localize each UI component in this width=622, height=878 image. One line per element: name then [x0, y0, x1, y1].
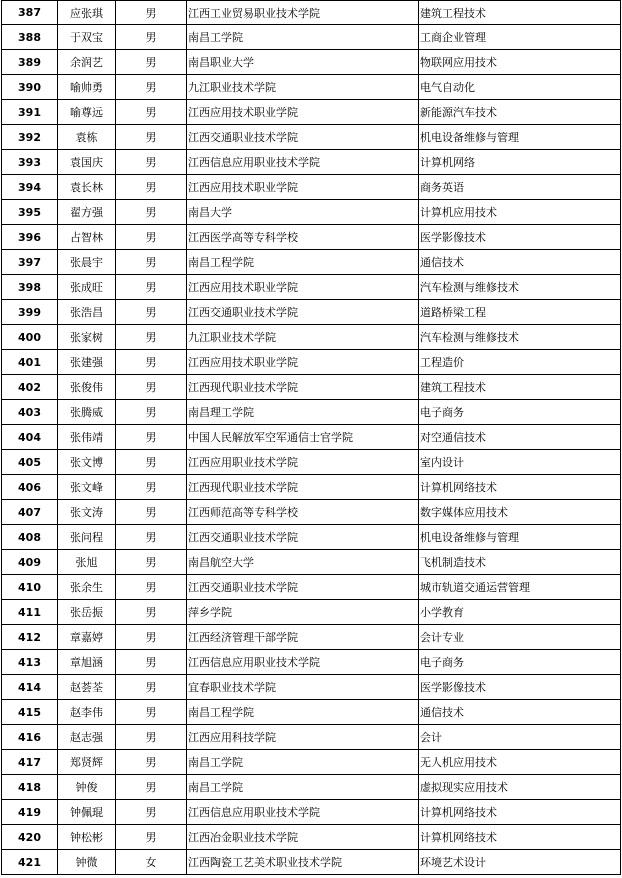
cell-name: 张成旺 — [58, 275, 116, 300]
cell-name: 袁长林 — [58, 175, 116, 200]
cell-number: 409 — [2, 550, 58, 575]
cell-major: 电气自动化 — [419, 75, 621, 100]
cell-major: 通信技术 — [419, 700, 621, 725]
table-row — [2, 600, 621, 625]
cell-number: 391 — [2, 100, 58, 125]
cell-school: 江西应用技术职业学院 — [187, 350, 419, 375]
cell-name: 郑贤辉 — [58, 750, 116, 775]
cell-major: 室内设计 — [419, 450, 621, 475]
cell-number: 406 — [2, 475, 58, 500]
cell-school: 江西交通职业技术学院 — [187, 300, 419, 325]
table-row — [2, 175, 621, 200]
cell-school: 南昌工学院 — [187, 775, 419, 800]
cell-name: 喻帅勇 — [58, 75, 116, 100]
cell-name: 赵荟荃 — [58, 675, 116, 700]
cell-number: 390 — [2, 75, 58, 100]
cell-name: 赵李伟 — [58, 700, 116, 725]
cell-school: 江西应用技术职业学院 — [187, 100, 419, 125]
cell-name: 张伟靖 — [58, 425, 116, 450]
cell-name: 占智林 — [58, 225, 116, 250]
table-row — [2, 275, 621, 300]
cell-sex: 男 — [116, 350, 187, 375]
cell-sex: 男 — [116, 625, 187, 650]
cell-major: 计算机网络技术 — [419, 475, 621, 500]
cell-sex: 男 — [116, 675, 187, 700]
cell-school: 江西工业贸易职业技术学院 — [187, 1, 419, 25]
cell-school: 九江职业技术学院 — [187, 325, 419, 350]
cell-school: 南昌职业大学 — [187, 50, 419, 75]
cell-major: 汽车检测与维修技术 — [419, 325, 621, 350]
cell-major: 计算机应用技术 — [419, 200, 621, 225]
cell-major: 新能源汽车技术 — [419, 100, 621, 125]
cell-number: 412 — [2, 625, 58, 650]
cell-school: 九江职业技术学院 — [187, 75, 419, 100]
cell-name: 余润艺 — [58, 50, 116, 75]
cell-name: 钟俊 — [58, 775, 116, 800]
cell-sex: 男 — [116, 550, 187, 575]
cell-sex: 男 — [116, 525, 187, 550]
table-row — [2, 75, 621, 100]
cell-number: 419 — [2, 800, 58, 825]
cell-number: 405 — [2, 450, 58, 475]
cell-major: 电子商务 — [419, 400, 621, 425]
cell-name: 应张琪 — [58, 1, 116, 25]
table-row — [2, 650, 621, 675]
cell-name: 张余生 — [58, 575, 116, 600]
cell-school: 江西应用职业技术学院 — [187, 450, 419, 475]
cell-major: 建筑工程技术 — [419, 1, 621, 25]
cell-number: 404 — [2, 425, 58, 450]
cell-name: 赵志强 — [58, 725, 116, 750]
cell-number: 413 — [2, 650, 58, 675]
cell-number: 398 — [2, 275, 58, 300]
cell-name: 张家树 — [58, 325, 116, 350]
cell-number: 399 — [2, 300, 58, 325]
cell-school: 江西交通职业技术学院 — [187, 525, 419, 550]
cell-school: 江西应用技术职业学院 — [187, 175, 419, 200]
cell-school: 江西冶金职业技术学院 — [187, 825, 419, 850]
table-row — [2, 225, 621, 250]
cell-sex: 男 — [116, 775, 187, 800]
cell-sex: 男 — [116, 475, 187, 500]
cell-sex: 男 — [116, 650, 187, 675]
cell-number: 414 — [2, 675, 58, 700]
cell-school: 江西现代职业技术学院 — [187, 475, 419, 500]
cell-major: 会计 — [419, 725, 621, 750]
cell-number: 421 — [2, 850, 58, 875]
cell-sex: 男 — [116, 25, 187, 50]
cell-name: 张文峰 — [58, 475, 116, 500]
cell-number: 403 — [2, 400, 58, 425]
cell-major: 医学影像技术 — [419, 225, 621, 250]
cell-sex: 男 — [116, 700, 187, 725]
table-row — [2, 800, 621, 825]
cell-major: 工程造价 — [419, 350, 621, 375]
cell-sex: 男 — [116, 75, 187, 100]
cell-major: 计算机网络技术 — [419, 825, 621, 850]
cell-name: 翟方强 — [58, 200, 116, 225]
cell-sex: 男 — [116, 250, 187, 275]
cell-number: 418 — [2, 775, 58, 800]
cell-major: 小学教育 — [419, 600, 621, 625]
cell-sex: 男 — [116, 175, 187, 200]
table-row — [2, 850, 621, 875]
cell-sex: 男 — [116, 800, 187, 825]
table-row — [2, 1, 621, 25]
cell-name: 张岳振 — [58, 600, 116, 625]
cell-major: 汽车检测与维修技术 — [419, 275, 621, 300]
table-row — [2, 350, 621, 375]
cell-school: 江西经济管理干部学院 — [187, 625, 419, 650]
cell-school: 南昌工程学院 — [187, 250, 419, 275]
cell-name: 张俊伟 — [58, 375, 116, 400]
cell-name: 张文涛 — [58, 500, 116, 525]
cell-sex: 男 — [116, 725, 187, 750]
cell-number: 397 — [2, 250, 58, 275]
cell-major: 数字媒体应用技术 — [419, 500, 621, 525]
cell-sex: 男 — [116, 500, 187, 525]
cell-major: 虚拟现实应用技术 — [419, 775, 621, 800]
cell-name: 章嘉婷 — [58, 625, 116, 650]
cell-sex: 男 — [116, 125, 187, 150]
cell-school: 江西交通职业技术学院 — [187, 575, 419, 600]
table-row — [2, 575, 621, 600]
table-row — [2, 525, 621, 550]
cell-name: 张腾威 — [58, 400, 116, 425]
cell-major: 城市轨道交通运营管理 — [419, 575, 621, 600]
cell-school: 江西医学高等专科学校 — [187, 225, 419, 250]
cell-number: 394 — [2, 175, 58, 200]
cell-number: 408 — [2, 525, 58, 550]
table-row — [2, 675, 621, 700]
table-row — [2, 450, 621, 475]
cell-sex: 男 — [116, 375, 187, 400]
cell-major: 会计专业 — [419, 625, 621, 650]
cell-sex: 男 — [116, 50, 187, 75]
cell-school: 江西应用科技学院 — [187, 725, 419, 750]
cell-school: 南昌工程学院 — [187, 700, 419, 725]
cell-school: 南昌大学 — [187, 200, 419, 225]
cell-school: 中国人民解放军空军通信士官学院 — [187, 425, 419, 450]
cell-number: 402 — [2, 375, 58, 400]
cell-number: 416 — [2, 725, 58, 750]
cell-name: 张浩昌 — [58, 300, 116, 325]
cell-name: 袁国庆 — [58, 150, 116, 175]
cell-major: 机电设备维修与管理 — [419, 525, 621, 550]
table-row — [2, 425, 621, 450]
table-row — [2, 50, 621, 75]
cell-sex: 男 — [116, 100, 187, 125]
cell-sex: 男 — [116, 600, 187, 625]
table-row — [2, 700, 621, 725]
cell-name: 张建强 — [58, 350, 116, 375]
cell-name: 张旭 — [58, 550, 116, 575]
cell-number: 387 — [2, 1, 58, 25]
cell-sex: 男 — [116, 750, 187, 775]
cell-sex: 男 — [116, 275, 187, 300]
cell-number: 407 — [2, 500, 58, 525]
cell-major: 通信技术 — [419, 250, 621, 275]
table-row — [2, 725, 621, 750]
cell-school: 江西陶瓷工艺美术职业技术学院 — [187, 850, 419, 875]
cell-major: 飞机制造技术 — [419, 550, 621, 575]
cell-number: 411 — [2, 600, 58, 625]
cell-school: 萍乡学院 — [187, 600, 419, 625]
table-row — [2, 550, 621, 575]
cell-school: 南昌理工学院 — [187, 400, 419, 425]
cell-number: 415 — [2, 700, 58, 725]
cell-school: 宜春职业技术学院 — [187, 675, 419, 700]
cell-major: 环境艺术设计 — [419, 850, 621, 875]
cell-school: 南昌航空大学 — [187, 550, 419, 575]
cell-number: 395 — [2, 200, 58, 225]
cell-major: 建筑工程技术 — [419, 375, 621, 400]
cell-major: 电子商务 — [419, 650, 621, 675]
cell-name: 张晨宇 — [58, 250, 116, 275]
cell-major: 计算机网络技术 — [419, 800, 621, 825]
cell-sex: 男 — [116, 225, 187, 250]
cell-sex: 男 — [116, 400, 187, 425]
cell-sex: 男 — [116, 425, 187, 450]
cell-major: 医学影像技术 — [419, 675, 621, 700]
cell-number: 401 — [2, 350, 58, 375]
cell-sex: 男 — [116, 325, 187, 350]
cell-major: 商务英语 — [419, 175, 621, 200]
cell-school: 江西交通职业技术学院 — [187, 125, 419, 150]
cell-school: 江西师范高等专科学校 — [187, 500, 419, 525]
cell-sex: 男 — [116, 300, 187, 325]
cell-number: 420 — [2, 825, 58, 850]
cell-number: 396 — [2, 225, 58, 250]
cell-number: 410 — [2, 575, 58, 600]
cell-major: 计算机网络 — [419, 150, 621, 175]
table-row — [2, 500, 621, 525]
cell-name: 喻尊远 — [58, 100, 116, 125]
cell-name: 于双宝 — [58, 25, 116, 50]
table-row — [2, 125, 621, 150]
cell-name: 张问程 — [58, 525, 116, 550]
cell-major: 无人机应用技术 — [419, 750, 621, 775]
cell-name: 张文博 — [58, 450, 116, 475]
table-row — [2, 200, 621, 225]
cell-name: 钟微 — [58, 850, 116, 875]
cell-name: 钟松彬 — [58, 825, 116, 850]
table-row — [2, 475, 621, 500]
cell-name: 袁栋 — [58, 125, 116, 150]
table-row — [2, 150, 621, 175]
cell-school: 南昌工学院 — [187, 750, 419, 775]
cell-school: 江西应用技术职业学院 — [187, 275, 419, 300]
cell-sex: 女 — [116, 850, 187, 875]
cell-sex: 男 — [116, 1, 187, 25]
table-row — [2, 625, 621, 650]
cell-major: 对空通信技术 — [419, 425, 621, 450]
table-row — [2, 825, 621, 850]
cell-school: 江西现代职业技术学院 — [187, 375, 419, 400]
cell-school: 江西信息应用职业技术学院 — [187, 800, 419, 825]
table-row — [2, 325, 621, 350]
cell-number: 417 — [2, 750, 58, 775]
table-row — [2, 750, 621, 775]
table-row — [2, 100, 621, 125]
cell-sex: 男 — [116, 150, 187, 175]
table-row — [2, 400, 621, 425]
cell-sex: 男 — [116, 200, 187, 225]
cell-number: 400 — [2, 325, 58, 350]
cell-major: 物联网应用技术 — [419, 50, 621, 75]
cell-name: 钟佩琨 — [58, 800, 116, 825]
cell-number: 393 — [2, 150, 58, 175]
table-row — [2, 375, 621, 400]
table-row — [2, 775, 621, 800]
cell-number: 389 — [2, 50, 58, 75]
cell-school: 南昌工学院 — [187, 25, 419, 50]
roster-table-body — [2, 1, 621, 875]
cell-sex: 男 — [116, 575, 187, 600]
cell-sex: 男 — [116, 825, 187, 850]
cell-number: 392 — [2, 125, 58, 150]
cell-number: 388 — [2, 25, 58, 50]
table-row — [2, 250, 621, 275]
cell-school: 江西信息应用职业技术学院 — [187, 650, 419, 675]
roster-table — [1, 0, 621, 875]
cell-major: 道路桥梁工程 — [419, 300, 621, 325]
cell-major: 机电设备维修与管理 — [419, 125, 621, 150]
cell-major: 工商企业管理 — [419, 25, 621, 50]
table-row — [2, 300, 621, 325]
cell-sex: 男 — [116, 450, 187, 475]
cell-school: 江西信息应用职业技术学院 — [187, 150, 419, 175]
table-row — [2, 25, 621, 50]
cell-name: 章旭涵 — [58, 650, 116, 675]
